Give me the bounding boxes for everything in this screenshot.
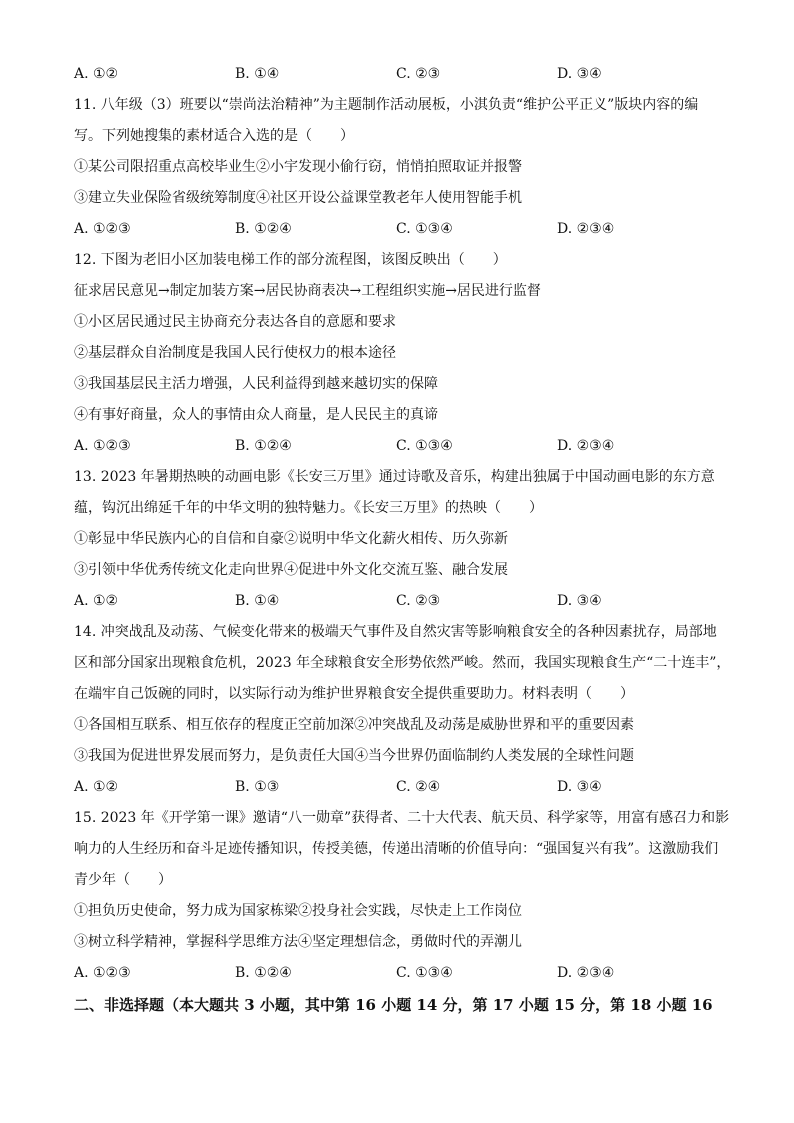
- q13-items-line1: ①彰显中华民族内心的自信和自豪②说明中华文化薪火相传、历久弥新: [74, 531, 508, 547]
- q14-option-a: A. ①②: [74, 779, 119, 795]
- q15-option-b: B. ①②④: [235, 965, 292, 981]
- q10-option-d: D. ③④: [557, 66, 602, 82]
- q12-option-a: A. ①②③: [74, 438, 131, 454]
- q10-option-b: B. ①④: [235, 66, 280, 82]
- q12-flow: 征求居民意见→制定加装方案→居民协商表决→工程组织实施→居民进行监督: [74, 283, 541, 299]
- q15-items-line1: ①担负历史使命，努力成为国家栋梁②投身社会实践，尽快走上工作岗位: [74, 903, 522, 919]
- q12-item-2: ②基层群众自治制度是我国人民行使权力的根本途径: [74, 345, 396, 361]
- q13-option-c: C. ②③: [396, 593, 441, 609]
- q14-items-line1: ①各国相互联系、相互依存的程度正空前加深②冲突战乱及动荡是威胁世界和平的重要因素: [74, 717, 634, 733]
- q12-option-c: C. ①③④: [396, 438, 453, 454]
- q11-items-line1: ①某公司限招重点高校毕业生②小宇发现小偷行窃，悄悄拍照取证并报警: [74, 159, 522, 175]
- q15-stem-line2: 响力的人生经历和奋斗足迹传播知识，传授美德，传递出清晰的价值导向：“强国复兴有我”。这激励我们: [74, 841, 719, 857]
- q14-stem-line2: 区和部分国家出现粮食危机，2023 年全球粮食安全形势依然严峻。然而，我国实现粮食生产“二十连丰”，: [74, 655, 731, 671]
- q14-stem-line3: 在端牢自己饭碗的同时，以实际行动为维护世界粮食安全提供重要助力。材料表明（ ）: [74, 686, 634, 702]
- q12-stem: 12. 下图为老旧小区加装电梯工作的部分流程图，该图反映出（ ）: [74, 252, 507, 268]
- q12-item-3: ③我国基层民主活力增强，人民利益得到越来越切实的保障: [74, 376, 438, 392]
- q15-option-c: C. ①③④: [396, 965, 453, 981]
- q11-option-c: C. ①③④: [396, 221, 453, 237]
- q14-option-d: D. ③④: [557, 779, 602, 795]
- q12-options: [74, 436, 724, 456]
- q11-items-line2: ③建立失业保险省级统筹制度④社区开设公益课堂教老年人使用智能手机: [74, 190, 522, 206]
- q13-option-b: B. ①④: [235, 593, 280, 609]
- q11-stem-line2: 写。下列她搜集的素材适合入选的是（ ）: [74, 128, 354, 144]
- q14-items-line2: ③我国为促进世界发展而努力，是负责任大国④当今世界仍面临制约人类发展的全球性问题: [74, 748, 634, 764]
- q12-option-d: D. ②③④: [557, 438, 615, 454]
- q14-options: [74, 777, 724, 797]
- q13-options: [74, 591, 724, 611]
- section-heading: 二、非选择题（本大题共 3 小题，其中第 16 小题 14 分，第 17 小题 15 分，第 18 小题 16: [74, 996, 713, 1014]
- q15-stem-line1: 15. 2023 年《开学第一课》邀请“八一勋章”获得者、二十大代表、航天员、科学家等，用富有感召力和影: [74, 810, 730, 826]
- q11-stem-line1: 11. 八年级（3）班要以“崇尚法治精神”为主题制作活动展板，小淇负责“维护公平正义”版块内容的编: [74, 97, 699, 113]
- q14-option-b: B. ①③: [235, 779, 280, 795]
- q13-option-a: A. ①②: [74, 593, 119, 609]
- q11-option-b: B. ①②④: [235, 221, 292, 237]
- page-content: [74, 64, 731, 1016]
- q10-option-c: C. ②③: [396, 66, 441, 82]
- q10-option-a: A. ①②: [74, 66, 119, 82]
- q13-items-line2: ③引领中华优秀传统文化走向世界④促进中外文化交流互鉴、融合发展: [74, 562, 508, 578]
- q11-option-d: D. ②③④: [557, 221, 615, 237]
- q13-stem-line2: 蕴，钩沉出绵延千年的中华文明的独特魅力。《长安三万里》的热映（ ）: [74, 500, 543, 516]
- q12-item-4: ④有事好商量，众人的事情由众人商量，是人民民主的真谛: [74, 407, 438, 423]
- q15-stem-line3: 青少年（ ）: [74, 872, 172, 888]
- q12-item-1: ①小区居民通过民主协商充分表达各自的意愿和要求: [74, 314, 396, 330]
- q13-option-d: D. ③④: [557, 593, 602, 609]
- q10-options: [74, 64, 724, 84]
- q13-stem-line1: 13. 2023 年暑期热映的动画电影《长安三万里》通过诗歌及音乐，构建出独属于中国动画电影的东方意: [74, 469, 715, 485]
- q14-stem-line1: 14. 冲突战乱及动荡、气候变化带来的极端天气事件及自然灾害等影响粮食安全的各种因素扰存，局部地: [74, 624, 717, 640]
- q11-option-a: A. ①②③: [74, 221, 131, 237]
- q15-option-d: D. ②③④: [557, 965, 615, 981]
- q15-option-a: A. ①②③: [74, 965, 131, 981]
- q15-items-line2: ③树立科学精神，掌握科学思维方法④坚定理想信念，勇做时代的弄潮儿: [74, 934, 522, 950]
- q11-options: [74, 219, 724, 239]
- q12-option-b: B. ①②④: [235, 438, 292, 454]
- q15-options: [74, 963, 724, 983]
- q14-option-c: C. ②④: [396, 779, 441, 795]
